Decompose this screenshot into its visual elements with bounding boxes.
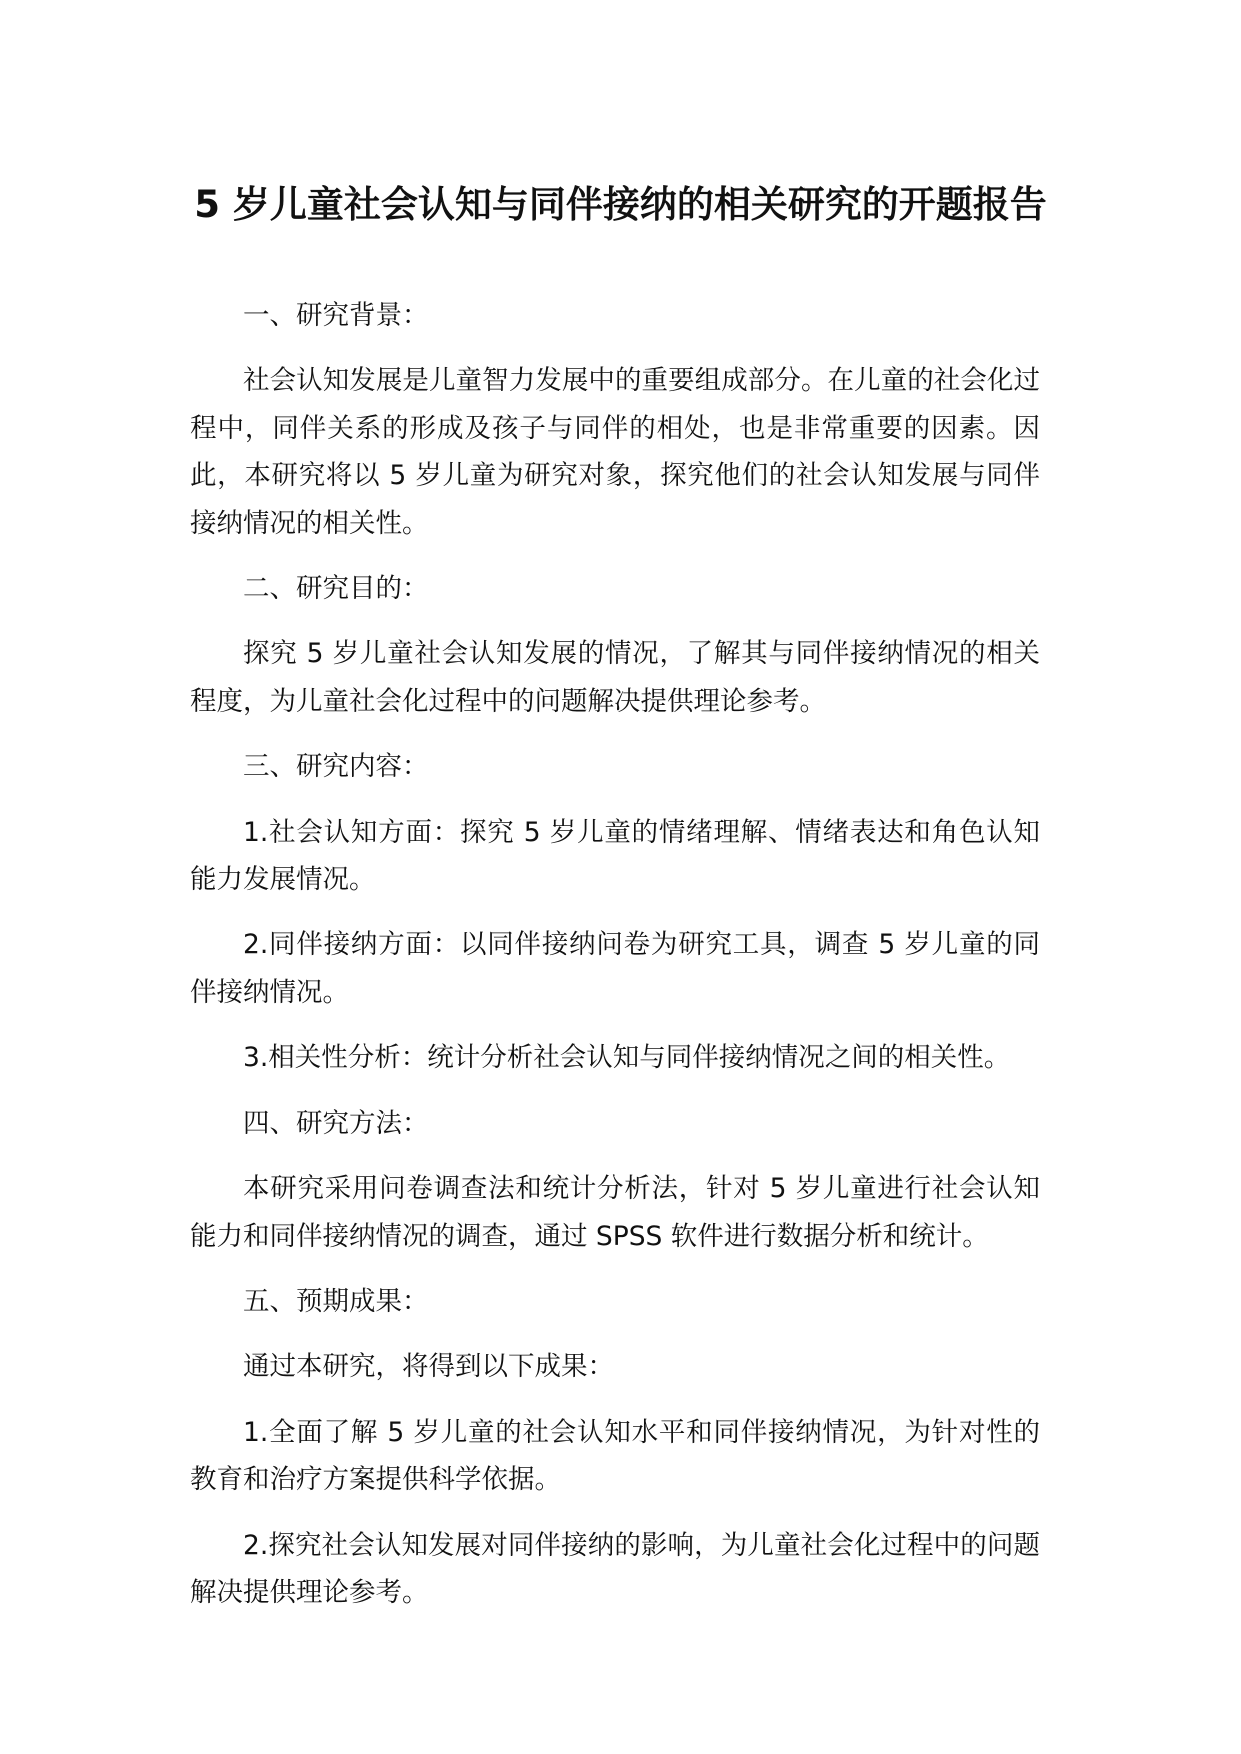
document-title: 5 岁儿童社会认知与同伴接纳的相关研究的开题报告 <box>194 183 1047 226</box>
list-item: 1.全面了解 5 岁儿童的社会认知水平和同伴接纳情况，为针对性的教育和治疗方案提供科学依据。 <box>190 1416 1040 1496</box>
list-item: 2.同伴接纳方面：以同伴接纳问卷为研究工具，调查 5 岁儿童的同伴接纳情况。 <box>190 929 1040 1008</box>
list-item: 3.相关性分析：统计分析社会认知与同伴接纳情况之间的相关性。 <box>243 1042 1011 1074</box>
list-item: 2.探究社会认知发展对同伴接纳的影响，为儿童社会化过程中的问题解决提供理论参考。 <box>190 1529 1040 1608</box>
paragraph: 通过本研究，将得到以下成果： <box>243 1351 614 1383</box>
section-heading-content: 三、研究内容： <box>243 751 429 783</box>
paragraph: 探究 5 岁儿童社会认知发展的情况，了解其与同伴接纳情况的相关程度，为儿童社会化过程中的问题解决提供理论参考。 <box>190 638 1040 717</box>
section-heading-expected-results: 五、预期成果： <box>243 1285 429 1317</box>
paragraph: 本研究采用问卷调查法和统计分析法，针对 5 岁儿童进行社会认知能力和同伴接纳情况的调查，通过 SPSS 软件进行数据分析和统计。 <box>190 1173 1040 1252</box>
list-item: 1.社会认知方面：探究 5 岁儿童的情绪理解、情绪表达和角色认知能力发展情况。 <box>190 816 1040 896</box>
paragraph: 社会认知发展是儿童智力发展中的重要组成部分。在儿童的社会化过程中，同伴关系的形成及孩子与同伴的相处，也是非常重要的因素。因此，本研究将以 5 岁儿童为研究对象，探究他们的社会认知发展与同伴接纳情况的相关性。 <box>190 365 1040 539</box>
section-heading-method: 四、研究方法： <box>243 1107 429 1139</box>
section-heading-purpose: 二、研究目的： <box>243 573 429 605</box>
document-body <box>190 292 1040 1634</box>
section-heading-background: 一、研究背景： <box>243 300 429 331</box>
